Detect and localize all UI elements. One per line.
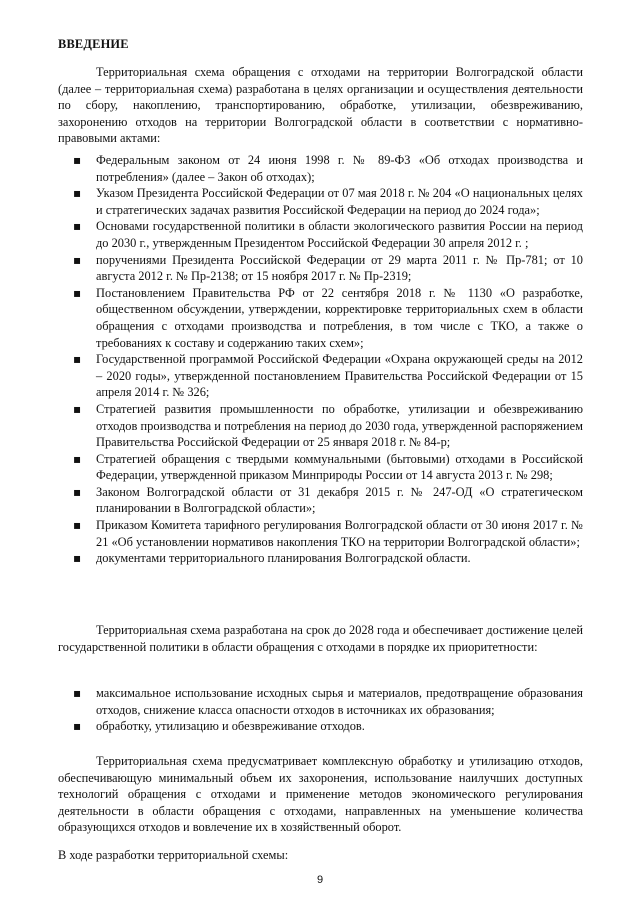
list-item: ▪ Постановлением Правительства РФ от 22 сентября 2018 г. № 1130 «О разработке, общественном обсуждении, утверждении, корректировке территориальных схем в области обращения с отходами производства и потребления, в том числе с ТКО, а также о требованиях к составу и содержанию таких схем»; bbox=[58, 285, 583, 351]
list-item: ▪ Стратегией развития промышленности по обработке, утилизации и обезвреживанию отходов производства и потребления на период до 2030 года, утвержденной распоряжением Правительства Российской Федерации от 25 января 2018 г. № 84-р; bbox=[58, 401, 583, 451]
page-number: 9 bbox=[316, 874, 324, 886]
list-item: ▪ Стратегией обращения с твердыми коммунальными (бытовыми) отходами в Российской Федерации, утвержденной приказом Минприроды России от 14 августа 2013 г. № 298; bbox=[58, 451, 583, 484]
list-item: ▪ Федеральным законом от 24 июня 1998 г. № 89-ФЗ «Об отходах производства и потребления» (далее – Закон об отходах); bbox=[58, 152, 583, 185]
provides-paragraph: Территориальная схема предусматривает комплексную обработку и утилизацию отходов, обеспечивающую минимальный объем их захоронения, использование наилучших доступных технологий обращения с отходами и применение методов экономического регулирования деятельности в области обращения с отходами, направленных на уменьшение количества образующихся отходов и вовлечение их в хозяйственный оборот. bbox=[58, 754, 583, 835]
section-heading: ВВЕДЕНИЕ bbox=[58, 37, 129, 51]
list-item: ▪ обработку, утилизацию и обезвреживание отходов. bbox=[58, 718, 583, 735]
intro-paragraph: Территориальная схема обращения с отходами на территории Волгоградской области (далее – территориальная схема) разработана в целях организации и осуществления деятельности по сбору, накоплению, транспортированию, обработке, утилизации, обезвреживанию, захоронению отходов на территории Волгоградской области в соответствии с нормативно-правовыми актами: bbox=[58, 65, 583, 146]
list-item: ▪ максимальное использование исходных сырья и материалов, предотвращение образования отходов, снижение класса опасности отходов в источниках их образования; bbox=[58, 685, 583, 718]
list-item: ▪ Указом Президента Российской Федерации от 07 мая 2018 г. № 204 «О национальных целях и стратегических задачах развития Российской Федерации на период до 2024 года»; bbox=[58, 185, 583, 218]
list-item: ▪ Приказом Комитета тарифного регулирования Волгоградской области от 30 июня 2017 г. № 21 «Об установлении нормативов накопления ТКО на территории Волгоградской области»; bbox=[58, 517, 583, 550]
term-paragraph: Территориальная схема разработана на срок до 2028 года и обеспечивает достижение целей государственной политики в области обращения с отходами в порядке их приоритетности: bbox=[58, 623, 583, 654]
list-item: ▪ поручениями Президента Российской Федерации от 29 марта 2011 г. № Пр-781; от 10 августа 2012 г. № Пр-2138; от 15 ноября 2017 г. № Пр-2319; bbox=[58, 252, 583, 285]
list-item: ▪ Законом Волгоградской области от 31 декабря 2015 г. № 247-ОД «О стратегическом планировании в Волгоградской области»; bbox=[58, 484, 583, 517]
list-item: ▪ Государственной программой Российской Федерации «Охрана окружающей среды на 2012 – 2020 годы», утвержденной постановлением Правительства Российской Федерации от 15 апреля 2014 г. № 326; bbox=[58, 351, 583, 401]
list-item: ▪ документами территориального планирования Волгоградской области. bbox=[58, 550, 583, 567]
priorities-list bbox=[58, 685, 583, 735]
list-item: ▪ Основами государственной политики в области экологического развития России на период до 2030 г., утвержденным Президентом Российской Федерации 30 апреля 2012 г. ; bbox=[58, 218, 583, 251]
legal-acts-list bbox=[58, 152, 583, 567]
closing-line: В ходе разработки территориальной схемы: bbox=[58, 848, 289, 862]
